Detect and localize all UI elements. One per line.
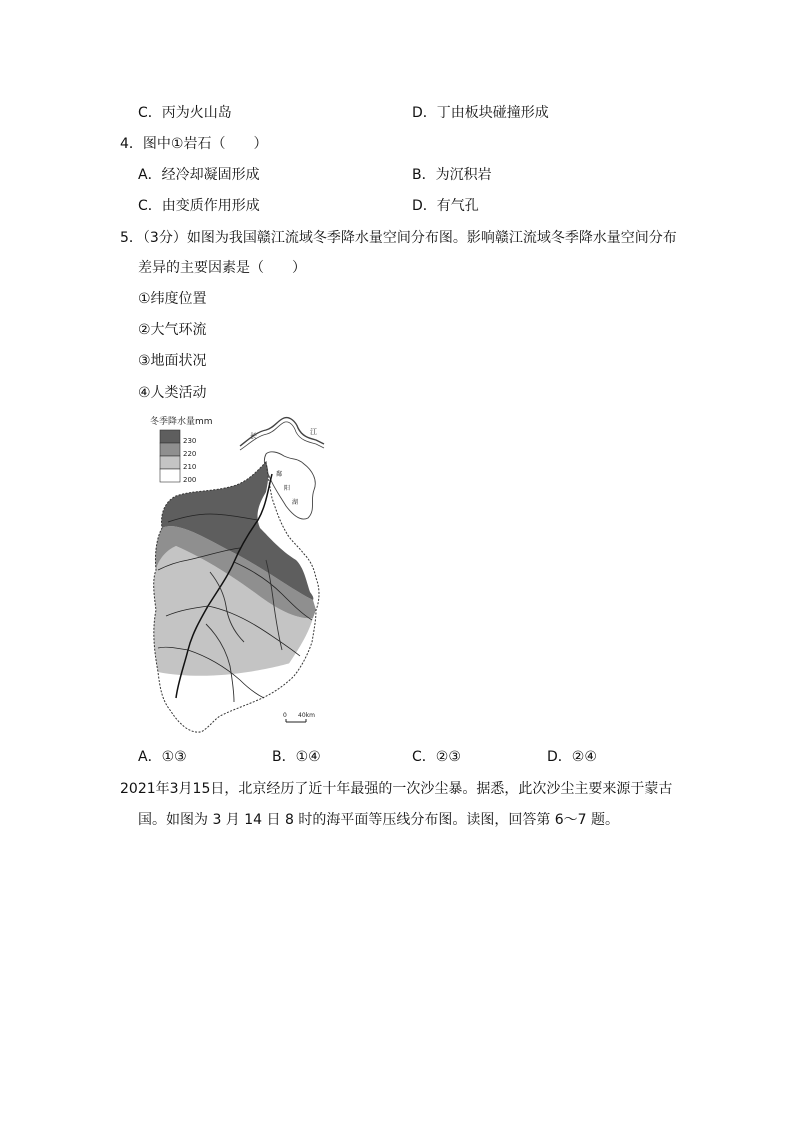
scale-zero-label: 0 [283, 712, 287, 719]
q5-item-1: ①纬度位置 [138, 291, 207, 307]
legend-value-200: 200 [183, 476, 197, 484]
q4-option-a: A．经冷却凝固形成 [138, 167, 260, 183]
legend-title: 冬季降水量mm [150, 417, 213, 427]
passage-line-2: 国。如图为 3 月 14 日 8 时的海平面等压线分布图。读图，回答第 6～7 题。 [138, 812, 620, 828]
scale-distance-label: 40km [298, 712, 315, 719]
label-river-1: 长 [250, 432, 257, 440]
q3-option-c: C．丙为火山岛 [138, 105, 232, 121]
label-lake-3: 湖 [292, 499, 299, 506]
legend-swatch-220 [160, 443, 180, 456]
legend-value-230: 230 [183, 437, 197, 445]
q5-item-4: ④人类活动 [138, 385, 207, 401]
label-river-2: 江 [310, 428, 317, 436]
legend-swatch-210 [160, 456, 180, 469]
legend-swatch-230 [160, 430, 180, 443]
q4-option-c: C．由变质作用形成 [138, 198, 260, 214]
q4-option-b: B．为沉积岩 [412, 167, 492, 183]
q5-stem-line1: 5．（3分）如图为我国赣江流域冬季降水量空间分布图。影响赣江流域冬季降水量空间分布 [120, 230, 677, 246]
passage-line-1: 2021年3月15日，北京经历了近十年最强的一次沙尘暴。据悉，此次沙尘主要来源于蒙古 [120, 781, 673, 797]
label-lake-2: 阳 [284, 485, 291, 492]
q5-option-a: A．①③ [138, 749, 187, 765]
legend-value-210: 210 [183, 463, 197, 471]
q5-option-c: C．②③ [412, 749, 461, 765]
q5-item-3: ③地面状况 [138, 353, 207, 369]
label-lake-1: 鄱 [276, 471, 283, 478]
q5-option-b: B．①④ [272, 749, 321, 765]
q5-stem-line2: 差异的主要因素是（ ） [138, 260, 306, 276]
q5-item-2: ②大气环流 [138, 322, 207, 338]
q4-option-d: D．有气孔 [412, 198, 479, 214]
q4-stem: 4．图中①岩石（ ） [120, 136, 268, 152]
legend-swatch-200 [160, 469, 180, 482]
ganjiang-precipitation-map [148, 410, 328, 738]
q5-option-d: D．②④ [547, 749, 597, 765]
q3-option-d: D．丁由板块碰撞形成 [412, 105, 549, 121]
legend-value-220: 220 [183, 450, 197, 458]
